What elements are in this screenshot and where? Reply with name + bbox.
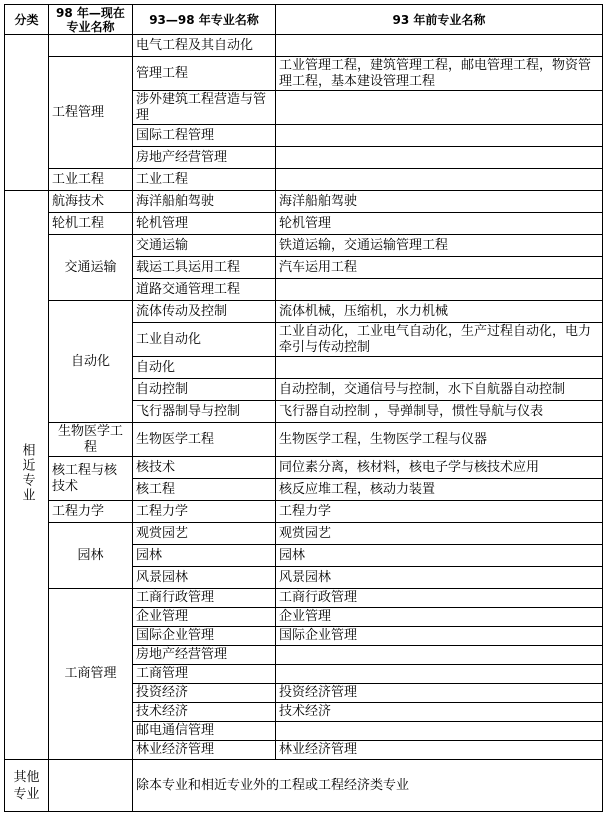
major-pre93-cell: 观赏园艺 <box>276 523 603 545</box>
major-pre93-cell: 林业经济管理 <box>276 741 603 760</box>
table-row <box>5 589 603 608</box>
major-9398-cell: 涉外建筑工程营造与管理 <box>133 91 276 125</box>
table-row <box>5 523 603 545</box>
table-row <box>5 169 603 191</box>
major-9398-cell: 飞行器制导与控制 <box>133 401 276 423</box>
other-description-cell: 除本专业和相近专业外的工程或工程经济类专业 <box>133 760 603 812</box>
major-9398-cell: 工业自动化 <box>133 323 276 357</box>
major-9398-cell: 核技术 <box>133 457 276 479</box>
major-pre93-cell: 工业管理工程，建筑管理工程，邮电管理工程，物资管理工程，基本建设管理工程 <box>276 57 603 91</box>
major-pre93-cell: 自动控制，交通信号与控制，水下自航器自动控制 <box>276 379 603 401</box>
header-row <box>5 5 603 35</box>
major-9398-cell: 房地产经营管理 <box>133 147 276 169</box>
major-pre93-cell: 工商行政管理 <box>276 589 603 608</box>
current-major-cell: 自动化 <box>49 301 133 423</box>
major-pre93-cell: 风景园林 <box>276 567 603 589</box>
major-9398-cell: 房地产经营管理 <box>133 646 276 665</box>
header-category: 分类 <box>5 5 49 35</box>
major-9398-cell: 投资经济 <box>133 684 276 703</box>
major-9398-cell: 工商行政管理 <box>133 589 276 608</box>
major-pre93-cell <box>276 147 603 169</box>
table-row <box>5 35 603 57</box>
major-pre93-cell: 同位素分离，核材料，核电子学与核技术应用 <box>276 457 603 479</box>
major-9398-cell: 工程力学 <box>133 501 276 523</box>
major-pre93-cell <box>276 722 603 741</box>
major-9398-cell: 观赏园艺 <box>133 523 276 545</box>
major-9398-cell: 管理工程 <box>133 57 276 91</box>
major-comparison-table <box>4 4 603 812</box>
major-pre93-cell: 投资经济管理 <box>276 684 603 703</box>
current-major-cell: 生物医学工程 <box>49 423 133 457</box>
major-9398-cell: 国际企业管理 <box>133 627 276 646</box>
table-row-other <box>5 760 603 812</box>
major-9398-cell: 生物医学工程 <box>133 423 276 457</box>
major-9398-cell: 国际工程管理 <box>133 125 276 147</box>
table-row <box>5 501 603 523</box>
major-pre93-cell: 飞行器自动控制 ，导弹制导，惯性导航与仪表 <box>276 401 603 423</box>
major-9398-cell: 电气工程及其自动化 <box>133 35 276 57</box>
major-9398-cell: 园林 <box>133 545 276 567</box>
table-row <box>5 423 603 457</box>
major-pre93-cell: 海洋船舶驾驶 <box>276 191 603 213</box>
current-major-cell: 轮机工程 <box>49 213 133 235</box>
table-row <box>5 191 603 213</box>
major-pre93-cell: 园林 <box>276 545 603 567</box>
major-9398-cell: 技术经济 <box>133 703 276 722</box>
table-row <box>5 213 603 235</box>
category-cell-other <box>5 760 49 812</box>
major-9398-cell: 核工程 <box>133 479 276 501</box>
major-9398-cell: 林业经济管理 <box>133 741 276 760</box>
major-pre93-cell: 汽车运用工程 <box>276 257 603 279</box>
major-9398-cell: 流体传动及控制 <box>133 301 276 323</box>
major-pre93-cell <box>276 646 603 665</box>
major-9398-cell: 工商管理 <box>133 665 276 684</box>
major-pre93-cell: 工业自动化，工业电气自动化，生产过程自动化，电力牵引与传动控制 <box>276 323 603 357</box>
major-9398-cell: 工业工程 <box>133 169 276 191</box>
major-pre93-cell <box>276 357 603 379</box>
major-pre93-cell <box>276 279 603 301</box>
category-label: 其他专业 <box>13 769 40 802</box>
major-pre93-cell: 企业管理 <box>276 608 603 627</box>
major-pre93-cell: 核反应堆工程，核动力装置 <box>276 479 603 501</box>
major-9398-cell: 自动化 <box>133 357 276 379</box>
major-pre93-cell: 国际企业管理 <box>276 627 603 646</box>
category-cell-related <box>5 191 49 760</box>
major-pre93-cell: 轮机管理 <box>276 213 603 235</box>
current-major-cell <box>49 35 133 57</box>
table-row <box>5 235 603 257</box>
major-9398-cell: 载运工具运用工程 <box>133 257 276 279</box>
major-pre93-cell: 生物医学工程，生物医学工程与仪器 <box>276 423 603 457</box>
major-9398-cell: 海洋船舶驾驶 <box>133 191 276 213</box>
major-pre93-cell <box>276 35 603 57</box>
current-major-cell: 园林 <box>49 523 133 589</box>
major-9398-cell: 道路交通管理工程 <box>133 279 276 301</box>
major-pre93-cell <box>276 91 603 125</box>
table-row <box>5 57 603 91</box>
major-9398-cell: 自动控制 <box>133 379 276 401</box>
current-major-cell: 工商管理 <box>49 589 133 760</box>
major-pre93-cell: 铁道运输，交通运输管理工程 <box>276 235 603 257</box>
major-9398-cell: 风景园林 <box>133 567 276 589</box>
major-9398-cell: 企业管理 <box>133 608 276 627</box>
current-major-cell: 工程力学 <box>49 501 133 523</box>
current-major-cell <box>49 760 133 812</box>
major-pre93-cell <box>276 125 603 147</box>
header-pre93-major: 93 年前专业名称 <box>276 5 603 35</box>
current-major-cell: 交通运输 <box>49 235 133 301</box>
major-9398-cell: 交通运输 <box>133 235 276 257</box>
current-major-cell: 核工程与核技术 <box>49 457 133 501</box>
current-major-cell: 航海技术 <box>49 191 133 213</box>
table-row <box>5 301 603 323</box>
category-cell-own <box>5 35 49 191</box>
major-9398-cell: 邮电通信管理 <box>133 722 276 741</box>
current-major-cell: 工业工程 <box>49 169 133 191</box>
major-9398-cell: 轮机管理 <box>133 213 276 235</box>
header-9398-major: 93—98 年专业名称 <box>133 5 276 35</box>
header-current-major: 98 年—现在专业名称 <box>49 5 133 35</box>
major-pre93-cell <box>276 665 603 684</box>
major-pre93-cell: 工程力学 <box>276 501 603 523</box>
major-pre93-cell: 流体机械，压缩机，水力机械 <box>276 301 603 323</box>
table-row <box>5 457 603 479</box>
major-pre93-cell <box>276 169 603 191</box>
major-pre93-cell: 技术经济 <box>276 703 603 722</box>
current-major-cell: 工程管理 <box>49 57 133 169</box>
category-label: 相近专业 <box>19 442 35 503</box>
